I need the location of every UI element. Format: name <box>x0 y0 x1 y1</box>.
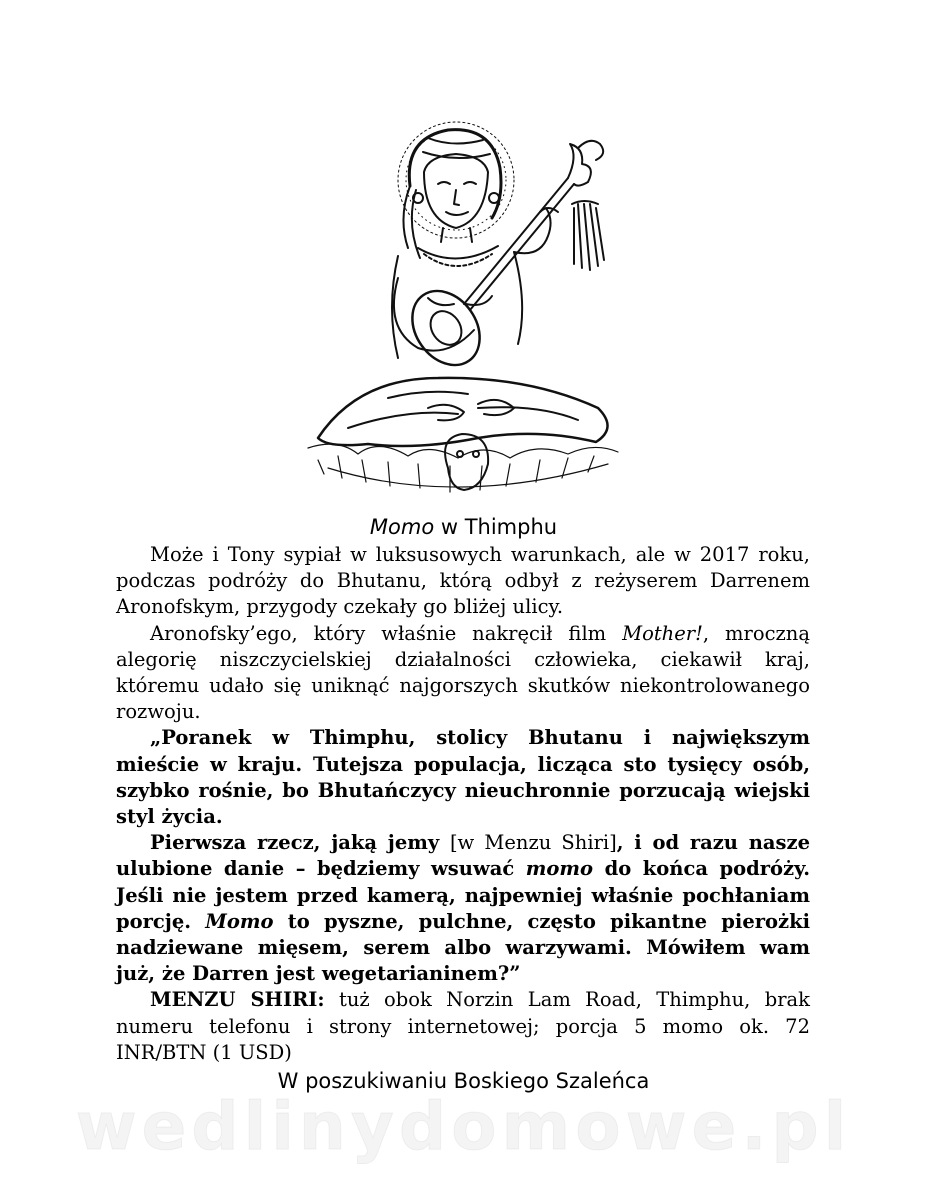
halo-rays <box>398 122 514 238</box>
emphasis-text: Mother! <box>622 621 703 645</box>
article-body <box>116 542 810 1066</box>
text-run: , i od razu nasze ulubione danie – będziemy wsuwać <box>116 831 810 881</box>
watermark-text: wedlinydomowe.pl <box>75 1088 852 1165</box>
paragraph <box>116 725 810 830</box>
paragraph <box>116 621 810 726</box>
text-run: Pierwsza rzecz, jaką jemy <box>150 831 450 855</box>
figure-caption <box>0 514 927 540</box>
emphasis-text: momo <box>525 857 594 881</box>
section-heading: W poszukiwaniu Boskiego Szaleńca <box>277 1069 650 1093</box>
text-run: Może i Tony sypiał w luksusowych warunkach, ale w 2017 roku, podczas podróży do Bhutanu, którą odbył z reżyserem Darrenem Aronofskym, przygody czekały go bliżej ulicy. <box>116 543 810 619</box>
caption-text: w Thimphu <box>434 515 558 539</box>
text-run: , mroczną alegorię niszczycielskiej działalności człowieka, ciekawił kraj, któremu udało się uniknąć najgorszych skutków niekontrolowanego rozwoju. <box>116 621 810 724</box>
text-run: to pyszne, pulchne, często pikantne pierożki nadziewane mięsem, serem albo warzywami. Mówiłem wam już, że Darren jest wegetarianinem?” <box>116 909 810 986</box>
illustration-deity-with-lute <box>278 108 648 508</box>
caption-italic-word: Momo <box>369 515 435 539</box>
paragraph <box>116 987 810 1066</box>
text-run: tuż obok Norzin Lam Road, Thimphu, brak numeru telefonu i strony internetowej; porcja 5 momo ok. 72 INR/BTN (1 USD) <box>116 988 810 1064</box>
text-run: do końca podróży. Jeśli nie jestem przed kamerą, najpewniej właśnie pochłaniam porcję. <box>116 857 810 933</box>
emphasis-text: Momo <box>205 909 274 933</box>
lotus-seat <box>308 444 618 492</box>
text-run: [w Menzu Shiri] <box>449 831 617 855</box>
paragraph <box>116 542 810 621</box>
text-run: Aronofsky’ego, który właśnie nakręcił film <box>150 621 623 645</box>
paragraph <box>116 830 810 987</box>
bold-label: MENZU SHIRI: <box>150 988 325 1012</box>
text-run: „Poranek w Thimphu, stolicy Bhutanu i największym mieście w kraju. Tutejsza populacja, licząca sto tysięcy osób, szybko rośnie, bo Bhutańczycy nieuchronnie porzucają wiejski styl życia. <box>116 726 810 829</box>
